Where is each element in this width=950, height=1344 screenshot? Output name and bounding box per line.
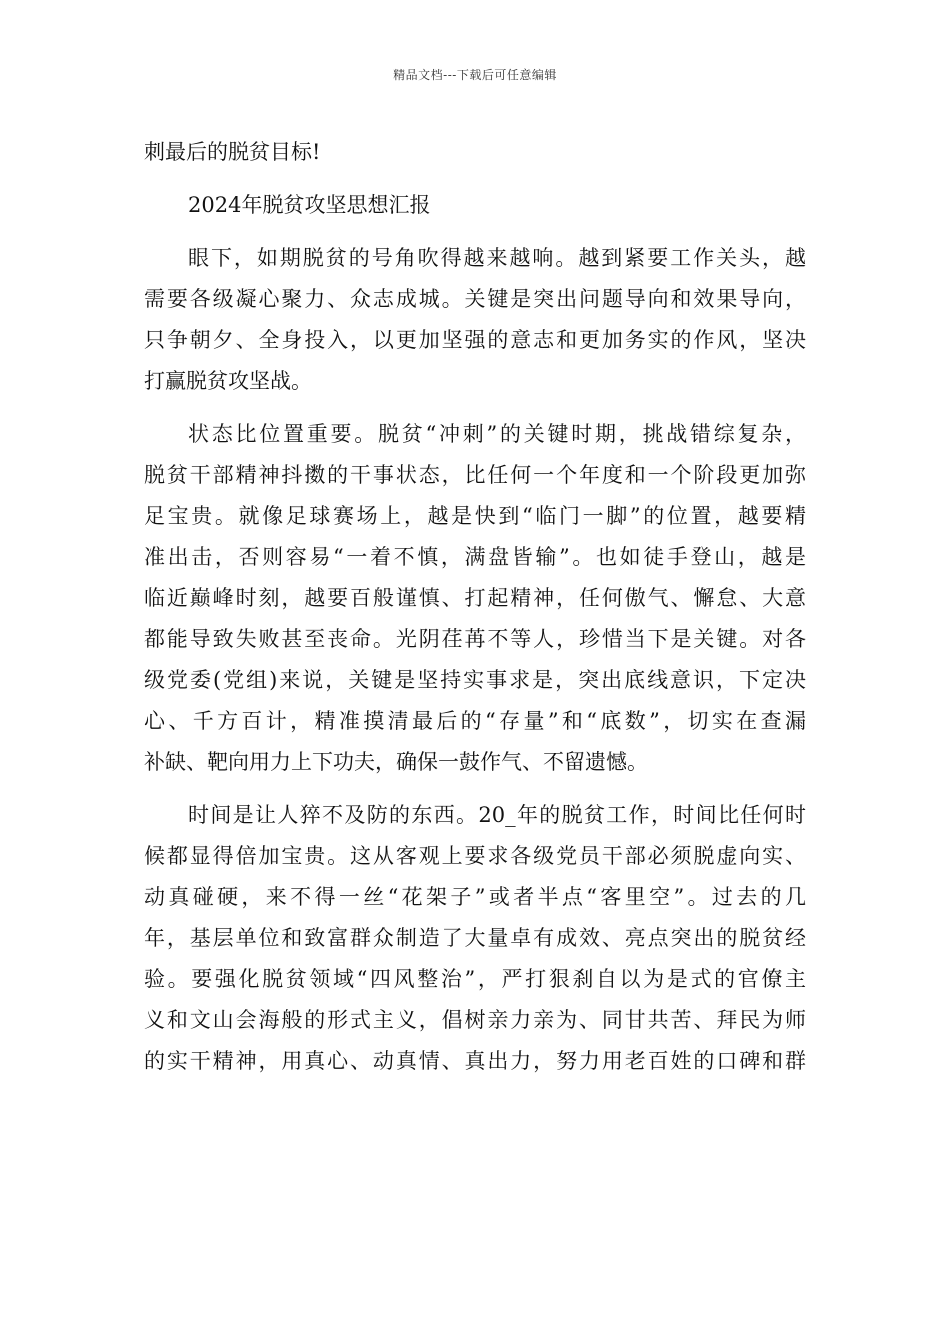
text-line: 动真碰硬，来不得一丝“花架子”或者半点“客里空”。过去的几 [144,885,806,909]
text-line: 临近巅峰时刻，越要百般谨慎、打起精神，任何傲气、懈怠、大意 [144,586,806,610]
text-line: 验。要强化脱贫领域“四风整治”，严打狠刹自以为是式的官僚主 [144,967,806,991]
text-line: 年，基层单位和致富群众制造了大量卓有成效、亮点突出的脱贫经 [144,926,806,950]
text-line: 义和文山会海般的形式主义，倡树亲力亲为、同甘共苦、拜民为师 [144,1008,806,1032]
text-line: 足宝贵。就像足球赛场上，越是快到“临门一脚”的位置，越要精 [144,504,806,528]
text-line: 补缺、靶向用力上下功夫，确保一鼓作气、不留遗憾。 [144,750,648,774]
text-line: 级党委(党组)来说，关键是坚持实事求是，突出底线意识，下定决 [144,668,806,692]
text-line: 刺最后的脱贫目标! [144,140,321,164]
paragraph-3 [144,795,806,1082]
page-header: 精品文档---下载后可任意编辑 [393,68,557,82]
text-line: 打赢脱贫攻坚战。 [144,369,312,393]
document-title: 2024年脱贫攻坚思想汇报 [188,193,431,217]
text-line: 的实干精神，用真心、动真情、真出力，努力用老百姓的口碑和群 [144,1049,806,1073]
text-line: 准出击，否则容易“一着不慎，满盘皆输”。也如徒手登山，越是 [144,545,806,569]
document-body [144,132,806,1094]
text-line: 候都显得倍加宝贵。这从客观上要求各级党员干部必须脱虚向实、 [144,844,806,868]
text-line: 需要各级凝心聚力、众志成城。关键是突出问题导向和效果导向， [144,287,806,311]
text-line: 只争朝夕、全身投入，以更加坚强的意志和更加务实的作风，坚决 [144,328,806,352]
text-line: 脱贫干部精神抖擞的干事状态，比任何一个年度和一个阶段更加弥 [144,463,806,487]
text-line: 眼下，如期脱贫的号角吹得越来越响。越到紧要工作关头，越 [188,246,806,270]
paragraph-1 [144,238,806,402]
text-line: 都能导致失败甚至丧命。光阴荏苒不等人，珍惜当下是关键。对各 [144,627,806,651]
text-line: 心、千方百计，精准摸清最后的“存量”和“底数”，切实在查漏 [144,709,806,733]
text-line: 时间是让人猝不及防的东西。20_年的脱贫工作，时间比任何时 [188,803,806,827]
paragraph-2 [144,414,806,783]
continuation-paragraph [144,132,806,173]
text-line: 状态比位置重要。脱贫“冲刺”的关键时期，挑战错综复杂， [188,422,806,446]
